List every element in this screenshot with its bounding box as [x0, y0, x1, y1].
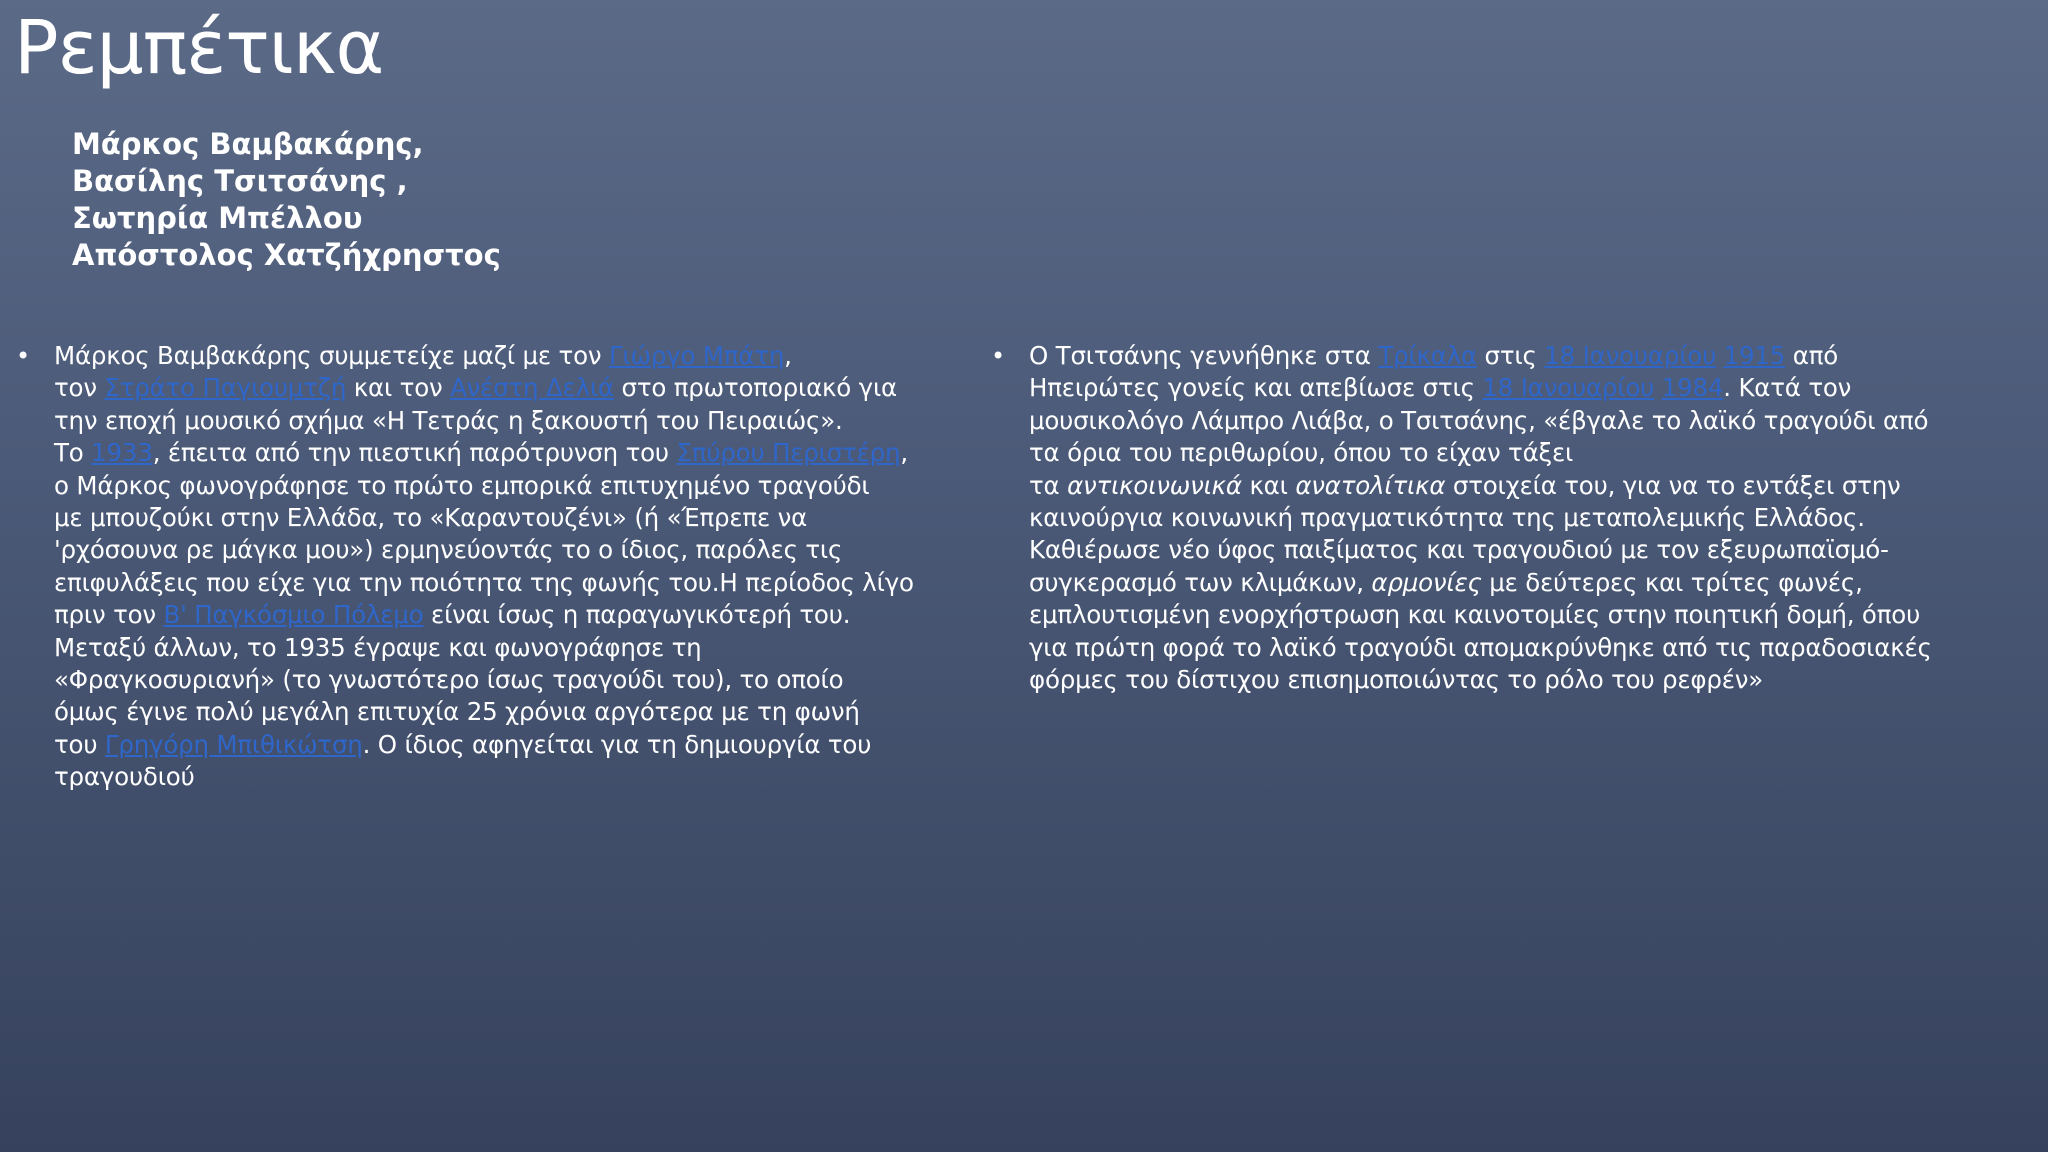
text-span: τον [54, 373, 105, 403]
text-line [54, 534, 916, 566]
text-line [54, 567, 916, 599]
right-text-column [991, 340, 1991, 696]
text-span: Ηπειρώτες γονείς και απεβίωσε στις [1029, 373, 1483, 403]
bullet-icon: • [991, 342, 1005, 370]
text-line [1029, 599, 1991, 631]
text-line [54, 502, 916, 534]
hyperlink[interactable]: Σπύρου Περιστέρη [676, 438, 901, 468]
text-span: καινούργια κοινωνική πραγματικότητα της μεταπολεμικής Ελλάδος. [1029, 503, 1865, 533]
text-span: στοιχεία του, για να το εντάξει στην [1445, 470, 1901, 500]
text-line [54, 405, 916, 437]
text-span: με δεύτερες και τρίτες φωνές, [1481, 567, 1863, 597]
text-span: επιφυλάξεις που είχε για την ποιότητα της φωνής του.Η περίοδος λίγο [54, 567, 914, 597]
subtitle-line: Βασίλης Τσιτσάνης , [72, 164, 408, 198]
text-span: 'ρχόσουνα ρε μάγκα μου») ερμηνεύοντάς το ο ίδιος, παρόλες τις [54, 535, 843, 565]
text-span: τα όρια του περιθωρίου, όπου το είχαν τάξει [1029, 438, 1574, 468]
text-span: τραγουδιού [54, 762, 195, 792]
text-span: , [900, 438, 908, 468]
text-line [54, 664, 916, 696]
subtitle-block [72, 126, 501, 274]
hyperlink[interactable]: Γιώργο Μπάτη [608, 341, 785, 370]
text-line [54, 340, 916, 372]
text-line [1029, 470, 1991, 502]
text-span: , [784, 341, 792, 370]
text-span: όμως έγινε πολύ μεγάλη επιτυχία 25 χρόνια αργότερα με τη φωνή [54, 697, 860, 727]
paragraph-tsitsanis [1029, 340, 1991, 696]
text-line [54, 470, 916, 502]
text-span: ο Μάρκος φωνογράφησε το πρώτο εμπορικά επιτυχημένο τραγούδι [54, 470, 870, 500]
text-span: του [54, 729, 105, 759]
text-line [1029, 437, 1991, 469]
text-span [1654, 373, 1662, 402]
text-span: και τον [346, 373, 451, 403]
text-span: εμπλουτισμένη ενορχήστρωση και καινοτομίες στην ποιητική δομή, όπου [1029, 600, 1921, 630]
hyperlink[interactable]: Γρηγόρη Μπιθικώτση [104, 729, 363, 759]
text-line [54, 437, 916, 469]
text-span: . Ο ίδιος αφηγείται για τη δημιουργία του [362, 729, 872, 759]
text-span: Ο Τσιτσάνης γεννήθηκε στα [1029, 341, 1379, 370]
text-line [54, 632, 916, 664]
text-span: την εποχή μουσικό σχήμα «Η Τετράς η ξακουστή του Πειραιώς». [54, 405, 843, 435]
text-span: στο πρωτοποριακό για [613, 373, 897, 403]
text-line [1029, 502, 1991, 534]
bullet-icon: • [16, 342, 30, 370]
subtitle-line: Απόστολος Χατζήχρηστος [72, 238, 501, 272]
text-span: φόρμες του δίστιχου επισημοποιώντας το ρόλο του ρεφρέν» [1029, 665, 1764, 695]
text-line [54, 599, 916, 631]
text-line [1029, 372, 1991, 404]
text-span: «Φραγκοσυριανή» (το γνωστότερο ίσως τραγούδι του), το οποίο [54, 665, 844, 695]
emphasized-text: αντικοινωνικά [1067, 470, 1242, 500]
slide-title: Ρεμπέτικα [14, 5, 384, 91]
text-span: Μάρκος Βαμβακάρης συμμετείχε μαζί με τον [54, 341, 609, 370]
left-text-column [16, 340, 916, 794]
text-span: μουσικολόγο Λάμπρο Λιάβα, ο Τσιτσάνης, «έβγαλε το λαϊκό τραγούδι από [1029, 405, 1929, 435]
hyperlink[interactable]: Στράτο Παγιουμτζή [104, 373, 347, 403]
hyperlink[interactable]: Τρίκαλα [1378, 341, 1477, 370]
bullet-item-vamvakaris [16, 340, 916, 794]
emphasized-text: αρμονίες [1371, 567, 1482, 597]
hyperlink[interactable]: Ανέστη Δελιά [450, 373, 614, 403]
text-span: από [1785, 341, 1839, 370]
text-line [1029, 632, 1991, 664]
text-line [1029, 567, 1991, 599]
text-line [54, 761, 916, 793]
text-line [54, 372, 916, 404]
text-span: στις [1476, 341, 1545, 370]
hyperlink[interactable]: 1915 [1723, 341, 1786, 370]
bullet-item-tsitsanis [991, 340, 1991, 696]
hyperlink[interactable]: Β' Παγκόσμιο Πόλεμο [163, 600, 424, 630]
text-line [1029, 405, 1991, 437]
hyperlink[interactable]: 18 Ιανουαρίου [1482, 373, 1655, 403]
text-line [1029, 340, 1991, 372]
text-span: Καθιέρωσε νέο ύφος παιξίματος και τραγουδιού με τον εξευρωπαϊσμό- [1029, 535, 1889, 565]
text-line [54, 729, 916, 761]
text-span: τα [1029, 470, 1068, 500]
text-span: πριν τον [54, 600, 164, 630]
paragraph-vamvakaris [54, 340, 916, 794]
text-span: και [1241, 470, 1296, 500]
text-span: Μεταξύ άλλων, το 1935 έγραψε και φωνογράφησε τη [54, 632, 702, 662]
text-span [1716, 341, 1724, 370]
subtitle-line: Σωτηρία Μπέλλου [72, 201, 363, 235]
text-line [1029, 534, 1991, 566]
text-line [54, 696, 916, 728]
text-span: Το [54, 438, 92, 468]
hyperlink[interactable]: 1933 [91, 438, 153, 468]
text-span: είναι ίσως η παραγωγικότερή του. [423, 600, 851, 630]
text-span: για πρώτη φορά το λαϊκό τραγούδι απομακρύνθηκε από τις παραδοσιακές [1029, 632, 1932, 662]
text-span: . Κατά τον [1723, 373, 1852, 403]
subtitle-line: Μάρκος Βαμβακάρης, [72, 127, 424, 161]
text-span: , έπειτα από την πιεστική παρότρυνση του [152, 438, 677, 468]
hyperlink[interactable]: 18 Ιανουαρίου [1544, 341, 1717, 370]
hyperlink[interactable]: 1984 [1661, 373, 1724, 403]
text-line [1029, 664, 1991, 696]
emphasized-text: ανατολίτικα [1295, 470, 1446, 500]
text-span: με μπουζούκι στην Ελλάδα, το «Καραντουζένι» (ή «Έπρεπε να [54, 503, 808, 533]
text-span: συγκερασμό των κλιμάκων, [1029, 567, 1372, 597]
